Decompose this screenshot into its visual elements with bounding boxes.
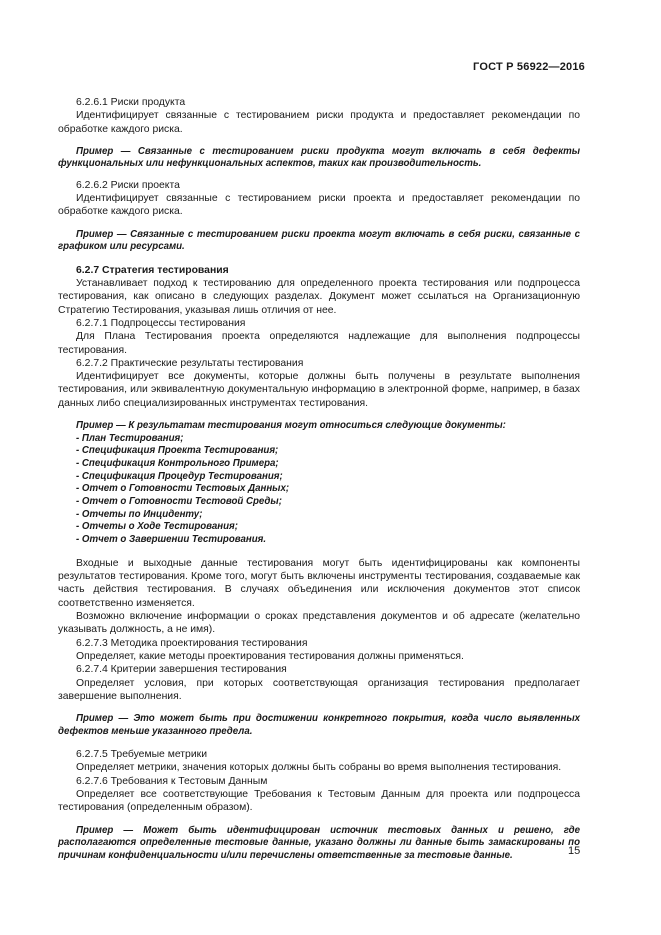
- section-heading: 6.2.7.3 Методика проектирования тестирования: [76, 637, 308, 649]
- list-item: - Спецификация Контрольного Примера;: [76, 457, 279, 469]
- paragraph: Определяет метрики, значения которых должны быть собраны во время выполнения тестирования.: [76, 762, 562, 774]
- list-item: - Отчет о Завершении Тестирования.: [76, 534, 267, 546]
- section-heading: 6.2.7.2 Практические результаты тестирования: [76, 357, 304, 369]
- paragraph: Для Плана Тестирования проекта определяются надлежащие для выполнения подпроцессы тестирования.: [58, 331, 580, 356]
- section-heading: 6.2.6.2 Риски проекта: [76, 179, 180, 191]
- paragraph: Устанавливает подход к тестированию для определенного проекта тестирования или подпроцесса тестирования, как описано в следующих разделах. Документ может ссылаться на Организационную Стратегию Тестирования, указывая лишь отличия от нее.: [58, 278, 580, 316]
- example-note: Пример — Связанные с тестированием риски проекта могут включать в себя риски, связанные с графиком или ресурсами.: [58, 228, 580, 253]
- section-heading: 6.2.7.6 Требования к Тестовым Данным: [76, 775, 268, 787]
- paragraph: Идентифицирует все документы, которые должны быть получены в результате выполнения тестирования, или эквивалентную документальную информацию в электронной форме, например, в базах данных либо специализированных инструментах тестирования.: [58, 371, 580, 409]
- example-note: Пример — Связанные с тестированием риски продукта могут включать в себя дефекты функциональных или нефункциональных аспектов, таких как производительность.: [58, 145, 580, 170]
- paragraph: Идентифицирует связанные с тестированием риски проекта и предоставляет рекомендации по обработке каждого риска.: [58, 193, 580, 218]
- example-note: Пример — Может быть идентифицирован источник тестовых данных и решено, где располагаются определенные тестовые данные, указано должны ли данные быть замаскированы по причинам конфиденциальности и/или перечислены ответственные за тестовые данные.: [58, 824, 580, 861]
- list-item: - Спецификация Проекта Тестирования;: [76, 445, 279, 457]
- paragraph: Определяет, какие методы проектирования тестирования должны применяться.: [76, 650, 464, 662]
- paragraph: Возможно включение информации о сроках представления документов и об адресате (желательно указывать должность, а не имя).: [58, 611, 580, 636]
- deliverables-list: [58, 433, 580, 547]
- paragraph: Определяет условия, при которых соответствующая организация тестирования предполагает завершение выполнения.: [58, 677, 580, 702]
- section-heading: 6.2.7.1 Подпроцессы тестирования: [76, 317, 246, 329]
- list-item: - Отчет о Готовности Тестовой Среды;: [76, 496, 282, 508]
- paragraph: Идентифицирует связанные с тестированием риски продукта и предоставляет рекомендации по обработке каждого риска.: [58, 110, 580, 135]
- list-item: - Отчеты о Ходе Тестирования;: [76, 521, 238, 533]
- section-heading: 6.2.7 Стратегия тестирования: [76, 264, 229, 276]
- paragraph: Определяет все соответствующие Требования к Тестовым Данным для проекта или подпроцесса тестирования (определенным образом).: [58, 789, 580, 814]
- example-note: Пример — К результатам тестирования могут относиться следующие документы:: [76, 420, 506, 432]
- list-item: - План Тестирования;: [76, 432, 184, 444]
- document-body: [58, 96, 580, 862]
- document-id-header: ГОСТ Р 56922—2016: [473, 61, 585, 73]
- example-note: Пример — Это может быть при достижении конкретного покрытия, когда число выявленных дефектов меньше указанного предела.: [58, 713, 580, 737]
- list-item: - Отчет о Готовности Тестовых Данных;: [76, 483, 290, 495]
- paragraph: Входные и выходные данные тестирования могут быть идентифицированы как компоненты результатов тестирования. Кроме того, могут быть включены инструменты тестирования, создаваемые как часть действия тестирования. В случаях объединения или исключения документов этот список соответственно изменяется.: [58, 557, 580, 609]
- section-heading: 6.2.7.5 Требуемые метрики: [76, 749, 207, 761]
- section-heading: 6.2.7.4 Критерии завершения тестирования: [76, 664, 287, 676]
- list-item: - Спецификация Процедур Тестирования;: [76, 470, 283, 482]
- page-number: 15: [568, 845, 581, 857]
- section-heading: 6.2.6.1 Риски продукта: [76, 97, 186, 108]
- list-item: - Отчеты по Инциденту;: [76, 508, 203, 520]
